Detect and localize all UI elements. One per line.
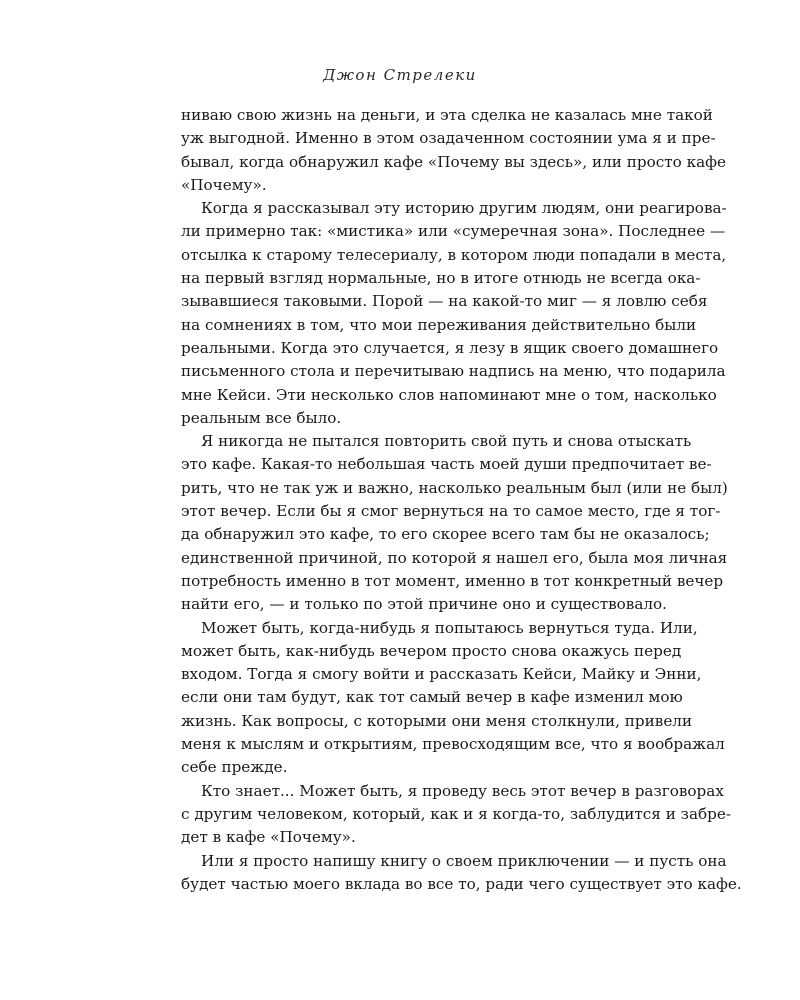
text-line: Может быть, когда-нибудь я попытаюсь вернуться туда. Или, <box>201 618 698 637</box>
paragraph <box>181 197 727 430</box>
text-line: единственной причиной, по которой я нашел его, была моя личная <box>181 548 728 567</box>
text-line: это кафе. Какая-то небольшая часть моей души предпочитает ве- <box>181 455 712 474</box>
text-line: да обнаружил это кафе, то его скорее всего там бы не оказалось; <box>181 525 710 544</box>
text-line: жизнь. Как вопросы, с которыми они меня столкнули, привели <box>181 711 693 730</box>
text-line: на сомнениях в том, что мои переживания действительно были <box>181 315 697 334</box>
text-line: на первый взгляд нормальные, но в итоге отнюдь не всегда ока- <box>181 269 701 288</box>
text-line: будет частью моего вклада во все то, ради чего существует это кафе. <box>181 874 742 893</box>
text-line: Когда я рассказывал эту историю другим людям, они реагирова- <box>201 199 727 218</box>
paragraph <box>181 104 727 197</box>
text-line: ниваю свою жизнь на деньги, и эта сделка не казалась мне такой <box>181 106 713 124</box>
body-text <box>181 104 742 896</box>
text-line: найти его, — и только по этой причине оно и существовало. <box>181 595 668 614</box>
running-head-author: Джон Стрелеки <box>323 66 477 84</box>
text-line: реальными. Когда это случается, я лезу в ящик своего домашнего <box>181 338 719 357</box>
paragraph <box>181 850 742 897</box>
text-line: этот вечер. Если бы я смог вернуться на то самое место, где я тог- <box>181 502 721 521</box>
paragraph <box>181 617 725 780</box>
text-line: потребность именно в тот момент, именно в тот конкретный вечер <box>181 571 724 590</box>
paragraph <box>181 430 728 616</box>
text-line: если они там будут, как тот самый вечер в кафе изменил мою <box>181 688 683 707</box>
text-line: Кто знает... Может быть, я проведу весь этот вечер в разговорах <box>201 781 724 800</box>
text-line: отсылка к старому телесериалу, в котором люди попадали в места, <box>181 245 727 264</box>
paragraph <box>181 780 731 850</box>
text-line: меня к мыслям и открытиям, превосходящим все, что я воображал <box>181 735 725 754</box>
text-line: дет в кафе «Почему». <box>181 828 356 847</box>
text-line: письменного стола и перечитываю надпись на меню, что подарила <box>181 362 726 381</box>
text-line: может быть, как-нибудь вечером просто снова окажусь перед <box>181 641 682 660</box>
text-line: мне Кейси. Эти несколько слов напоминают мне о том, насколько <box>181 385 717 404</box>
text-line: ли примерно так: «мистика» или «сумеречная зона». Последнее — <box>181 222 726 241</box>
text-line: входом. Тогда я смогу войти и рассказать Кейси, Майку и Энни, <box>181 665 702 684</box>
text-line: бывал, когда обнаружил кафе «Почему вы здесь», или просто кафе <box>181 152 727 171</box>
text-line: реальным все было. <box>181 408 342 427</box>
text-line: с другим человеком, который, как и я когда-то, заблудится и забре- <box>181 804 731 823</box>
text-line: Или я просто напишу книгу о своем приключении — и пусть она <box>201 851 727 870</box>
text-line: зывавшиеся таковыми. Порой — на какой-то миг — я ловлю себя <box>181 292 708 311</box>
text-line: уж выгодной. Именно в этом озадаченном состоянии ума я и пре- <box>181 129 716 148</box>
text-line: рить, что не так уж и важно, насколько реальным был (или не был) <box>181 478 728 497</box>
text-line: «Почему». <box>181 175 267 194</box>
text-line: Я никогда не пытался повторить свой путь и снова отыскать <box>201 432 692 451</box>
text-line: себе прежде. <box>181 758 288 777</box>
